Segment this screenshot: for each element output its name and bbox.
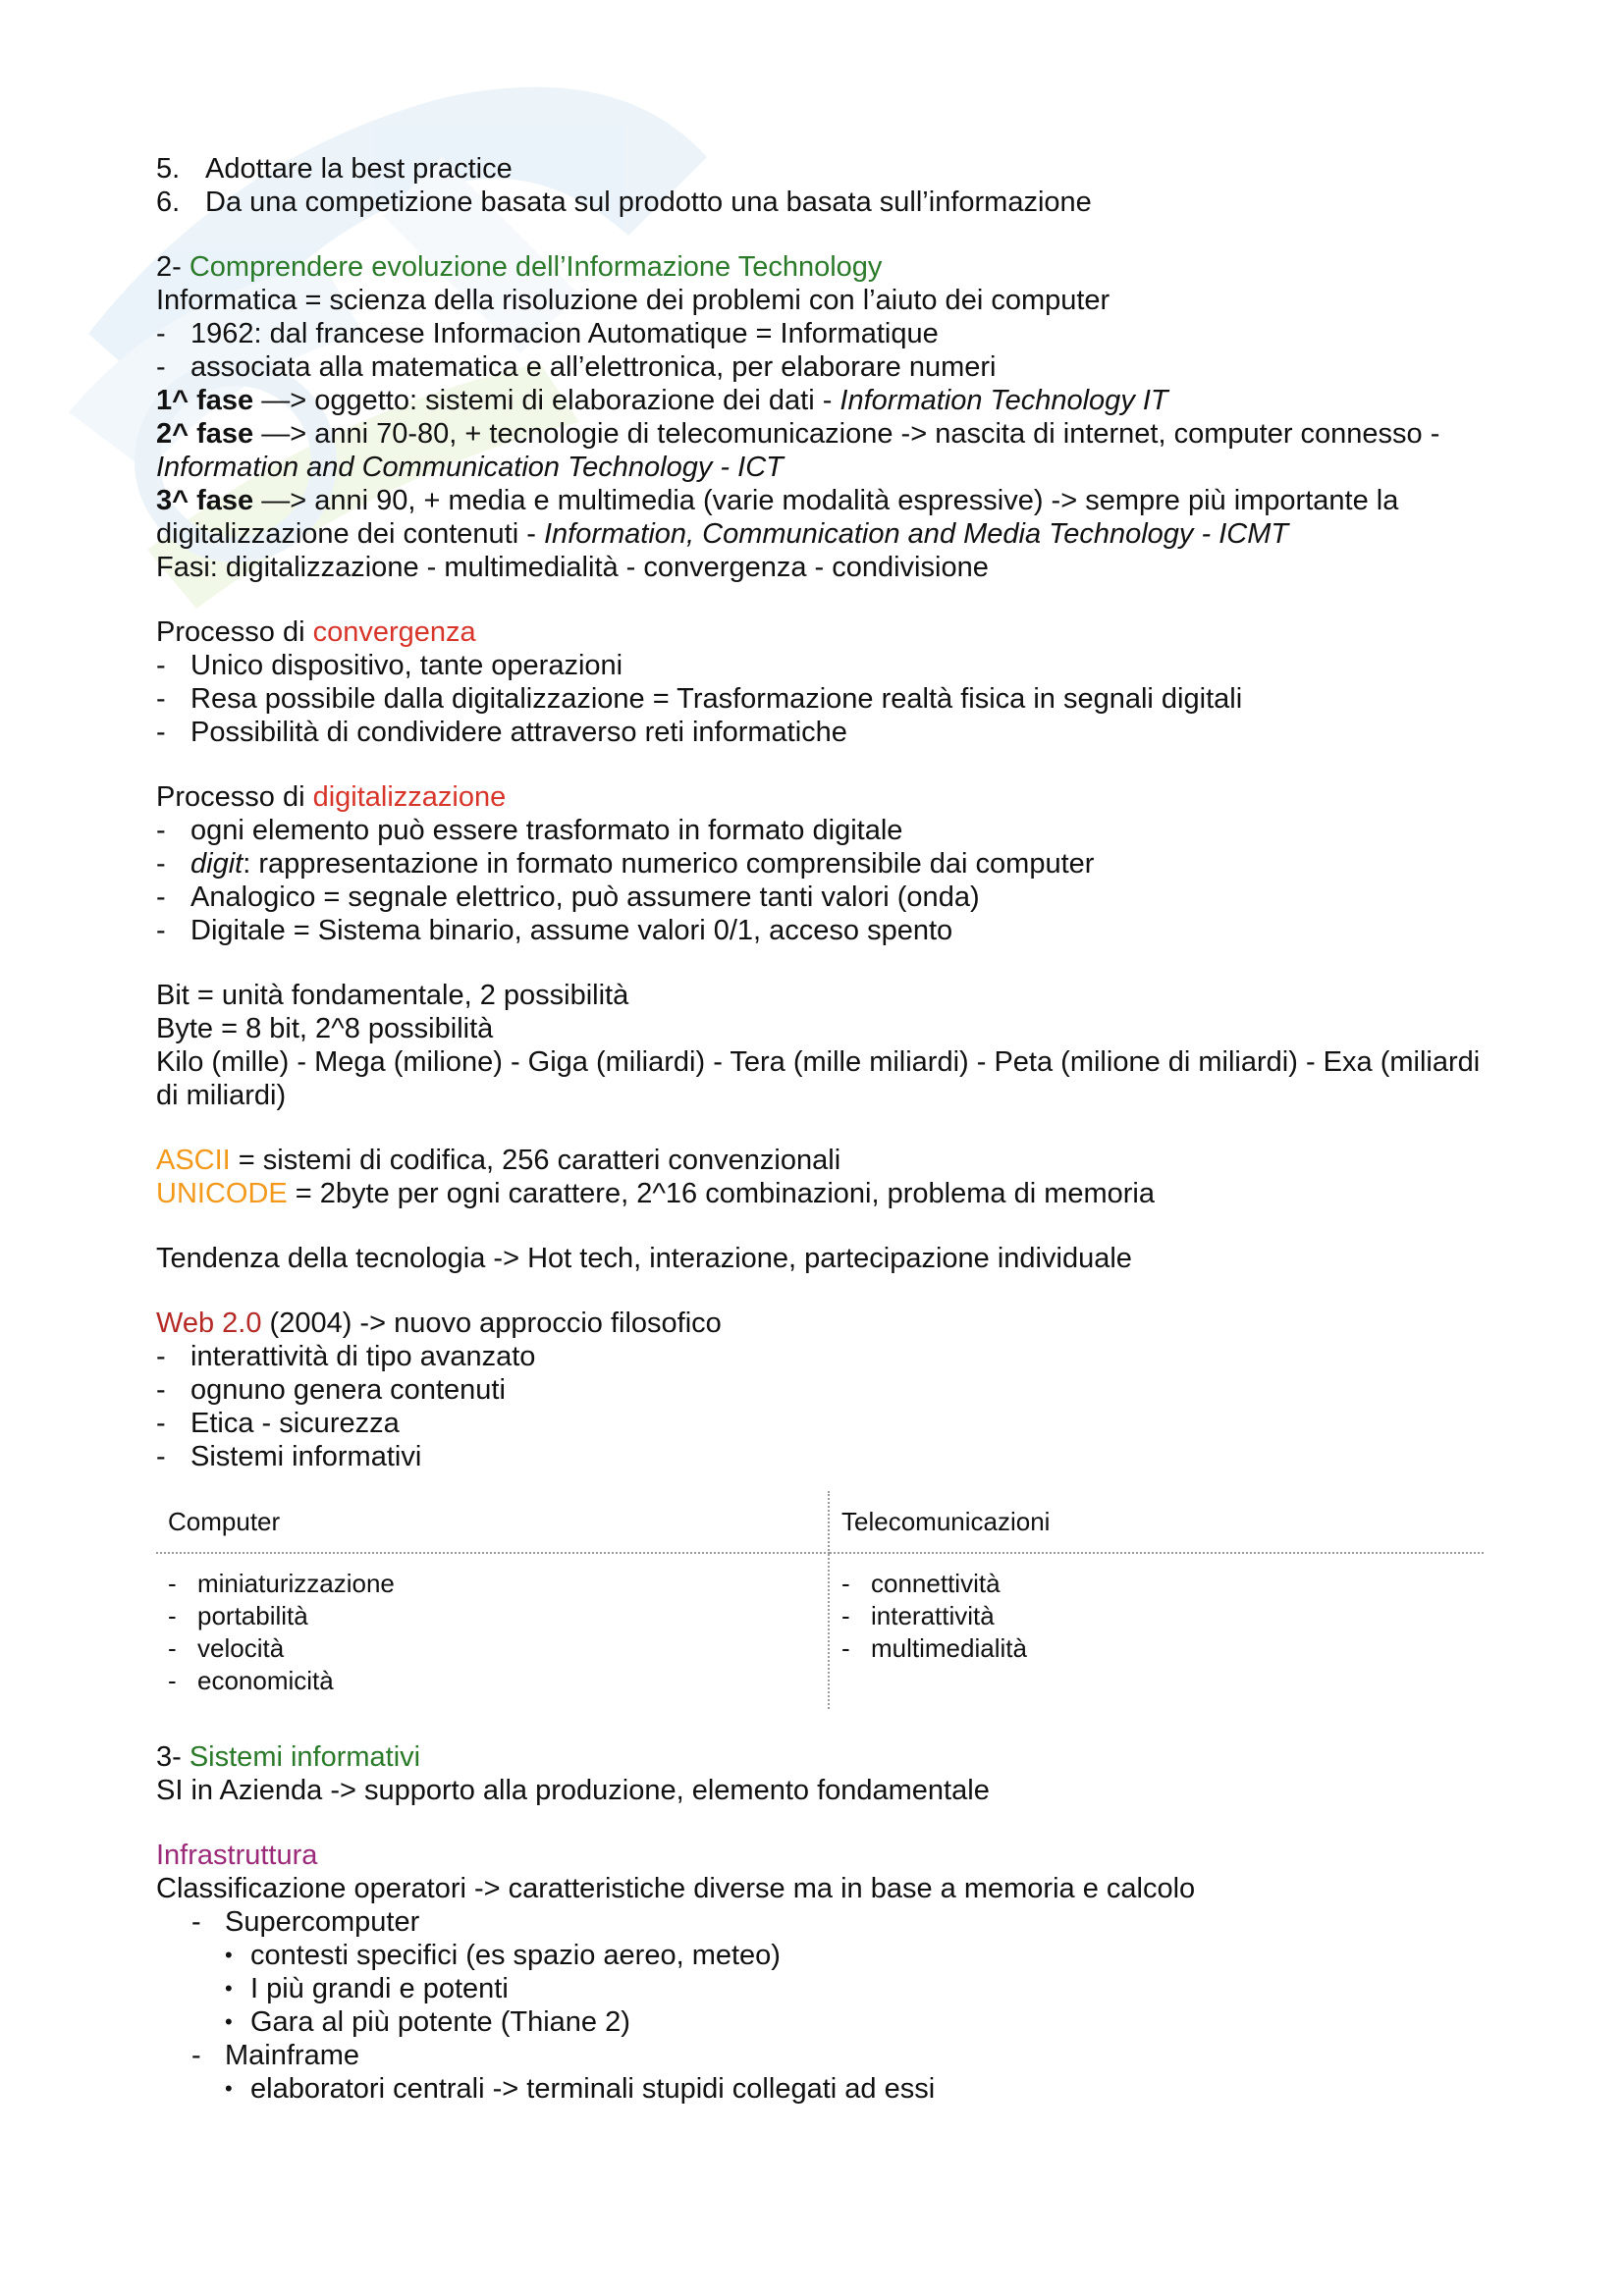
list-item-text: Gara al più potente (Thiane 2) (250, 2006, 630, 2038)
list-item (841, 1600, 1484, 1632)
section-title: Sistemi informativi (189, 1741, 421, 1773)
column-header-telecomunicazioni: Telecomunicazioni (829, 1491, 1484, 1553)
list-item (156, 847, 1491, 881)
digitalizzazione-heading (156, 780, 1491, 814)
list-item-text: ogni elemento può essere trasformato in formato digitale (190, 815, 903, 846)
list-item-text: Possibilità di condividere attraverso reti informatiche (190, 717, 847, 748)
digit-term: digit (190, 848, 244, 880)
phase-label: 2^ fase (156, 418, 254, 450)
section-number: 3- (156, 1741, 189, 1773)
list-item (168, 1568, 828, 1600)
list-item (156, 814, 1491, 847)
infrastruttura-text: Classificazione operatori -> caratteristiche diverse ma in base a memoria e calcolo (156, 1873, 1196, 1904)
tendenza-line: Tendenza della tecnologia -> Hot tech, interazione, partecipazione individuale (156, 1243, 1132, 1274)
table-row (156, 1553, 1484, 1709)
list-item-text: I più grandi e potenti (250, 1973, 509, 2004)
list-item (156, 1905, 1491, 1939)
list-item (156, 914, 1491, 947)
phase-term: Information, Communication and Media Technology - ICMT (543, 518, 1289, 550)
document-page (156, 152, 1491, 2106)
dash-marker: - (156, 1374, 166, 1406)
dash-marker: - (841, 1569, 850, 1598)
list-item (156, 1373, 1491, 1407)
list-item (156, 1340, 1491, 1373)
list-item-text: Etica - sicurezza (190, 1408, 400, 1439)
ascii-label: ASCII (156, 1145, 231, 1176)
list-item-text: interattività (871, 1601, 995, 1630)
list-item-text: economicità (197, 1666, 334, 1695)
section-3-heading (156, 1740, 1491, 1774)
list-item-text: interattività di tipo avanzato (190, 1341, 536, 1372)
infrastruttura-heading: Infrastruttura (156, 1840, 318, 1871)
numbered-item (156, 186, 1491, 219)
bullet-marker: • (225, 1976, 233, 2001)
dash-marker: - (168, 1569, 177, 1598)
bullet-marker: • (225, 2076, 233, 2101)
unit-multiples: Kilo (mille) - Mega (milione) - Giga (miliardi) - Tera (mille miliardi) - Peta (milione di miliardi) - Exa (miliardi di miliardi) (156, 1046, 1481, 1111)
bullet-marker: • (225, 1943, 233, 1967)
web20-heading (156, 1307, 1491, 1340)
list-item (156, 881, 1491, 914)
sub-list-item (156, 2005, 1491, 2039)
item-number: 5. (156, 153, 181, 185)
list-item-text: contesti specifici (es spazio aereo, meteo) (250, 1940, 781, 1971)
item-text: Adottare la best practice (205, 153, 513, 185)
convergenza-heading (156, 615, 1491, 649)
list-item (156, 716, 1491, 749)
section-number: 2- (156, 251, 189, 283)
phase-text: —> anni 70-80, + tecnologie di telecomunicazione -> nascita di internet, computer connesso - (253, 418, 1440, 450)
dash-marker: - (168, 1633, 177, 1663)
comparison-table (156, 1491, 1484, 1709)
list-item (156, 682, 1491, 716)
heading-keyword: convergenza (312, 616, 476, 648)
dash-marker: - (156, 1441, 166, 1472)
column-header-computer: Computer (156, 1491, 829, 1553)
list-item (156, 350, 1491, 384)
section-title: Comprendere evoluzione dell’Informazione Technology (189, 251, 883, 283)
list-item-text: : rappresentazione in formato numerico comprensibile dai computer (243, 848, 1095, 880)
numbered-item (156, 152, 1491, 186)
fasi-summary: Fasi: digitalizzazione - multimedialità - convergenza - condivisione (156, 552, 989, 583)
list-item (156, 649, 1491, 682)
dash-marker: - (841, 1633, 850, 1663)
item-text: Da una competizione basata sul prodotto una basata sull’informazione (205, 187, 1092, 218)
dash-marker: - (156, 881, 166, 913)
dash-marker: - (156, 1408, 166, 1439)
ascii-line (156, 1144, 1491, 1177)
list-item (156, 2039, 1491, 2072)
list-item (841, 1632, 1484, 1665)
computer-cell (156, 1553, 829, 1709)
list-item (168, 1632, 828, 1665)
dash-marker: - (156, 815, 166, 846)
informatica-definition: Informatica = scienza della risoluzione dei problemi con l’aiuto dei computer (156, 285, 1110, 316)
section-3-text: SI in Azienda -> supporto alla produzione, elemento fondamentale (156, 1775, 990, 1806)
phase-label: 3^ fase (156, 485, 254, 516)
sub-list-item (156, 2072, 1491, 2106)
list-item-text: Supercomputer (225, 1906, 420, 1938)
list-item-text: Analogico = segnale elettrico, può assumere tanti valori (onda) (190, 881, 980, 913)
list-item (168, 1665, 828, 1697)
list-item-text: associata alla matematica e all’elettronica, per elaborare numeri (190, 351, 997, 383)
list-item-text: ognuno genera contenuti (190, 1374, 506, 1406)
list-item-text: Resa possibile dalla digitalizzazione = Trasformazione realtà fisica in segnali digitali (190, 683, 1243, 715)
phase-label: 1^ fase (156, 385, 254, 416)
web20-label: Web 2.0 (156, 1308, 262, 1339)
dash-marker: - (156, 351, 166, 383)
unicode-text: = 2byte per ogni carattere, 2^16 combinazioni, problema di memoria (287, 1178, 1156, 1209)
dash-marker: - (168, 1666, 177, 1695)
phase-text: —> oggetto: sistemi di elaborazione dei dati - (253, 385, 840, 416)
list-item-text: elaboratori centrali -> terminali stupidi collegati ad essi (250, 2073, 936, 2105)
heading-prefix: Processo di (156, 781, 313, 813)
dash-marker: - (156, 717, 166, 748)
sub-list-item (156, 1939, 1491, 1972)
list-item-text: Sistemi informativi (190, 1441, 422, 1472)
dash-marker: - (156, 318, 166, 349)
phase-1 (156, 384, 1491, 417)
dash-marker: - (156, 650, 166, 681)
heading-prefix: Processo di (156, 616, 313, 648)
ascii-text: = sistemi di codifica, 256 caratteri convenzionali (230, 1145, 841, 1176)
list-item-text: Unico dispositivo, tante operazioni (190, 650, 623, 681)
list-item-text: Digitale = Sistema binario, assume valori 0/1, acceso spento (190, 915, 953, 946)
item-number: 6. (156, 187, 181, 218)
list-item-text: velocità (197, 1633, 285, 1663)
phase-text: —> anni 90, + media e multimedia (varie modalità espressive) -> sempre più importante la digitalizzazione dei contenuti - (156, 485, 1399, 550)
phase-3 (156, 484, 1491, 551)
dash-marker: - (168, 1601, 177, 1630)
dash-marker: - (841, 1601, 850, 1630)
dash-marker: - (191, 1906, 201, 1938)
table-header-row (156, 1491, 1484, 1553)
list-item-text: portabilità (197, 1601, 308, 1630)
unicode-label: UNICODE (156, 1178, 288, 1209)
unicode-line (156, 1177, 1491, 1210)
dash-marker: - (156, 683, 166, 715)
heading-keyword: digitalizzazione (312, 781, 507, 813)
list-item (156, 1440, 1491, 1473)
dash-marker: - (156, 1341, 166, 1372)
list-item-text: connettività (871, 1569, 1001, 1598)
bullet-marker: • (225, 2009, 233, 2034)
dash-marker: - (191, 2040, 201, 2071)
phase-2 (156, 417, 1491, 484)
web20-text: (2004) -> nuovo approccio filosofico (261, 1308, 722, 1339)
dash-marker: - (156, 848, 166, 880)
list-item-text: multimedialità (871, 1633, 1027, 1663)
list-item (841, 1568, 1484, 1600)
list-item-text: Mainframe (225, 2040, 359, 2071)
telecom-cell (829, 1553, 1484, 1709)
list-item (168, 1600, 828, 1632)
section-2-heading (156, 250, 1491, 284)
phase-term: Information and Communication Technology - ICT (156, 452, 784, 483)
byte-definition: Byte = 8 bit, 2^8 possibilità (156, 1013, 494, 1044)
dash-marker: - (156, 915, 166, 946)
list-item-text: 1962: dal francese Informacion Automatique = Informatique (190, 318, 939, 349)
list-item (156, 317, 1491, 350)
list-item (156, 1407, 1491, 1440)
list-item-text: miniaturizzazione (197, 1569, 395, 1598)
bit-definition: Bit = unità fondamentale, 2 possibilità (156, 980, 629, 1011)
phase-term: Information Technology IT (839, 385, 1168, 416)
sub-list-item (156, 1972, 1491, 2005)
